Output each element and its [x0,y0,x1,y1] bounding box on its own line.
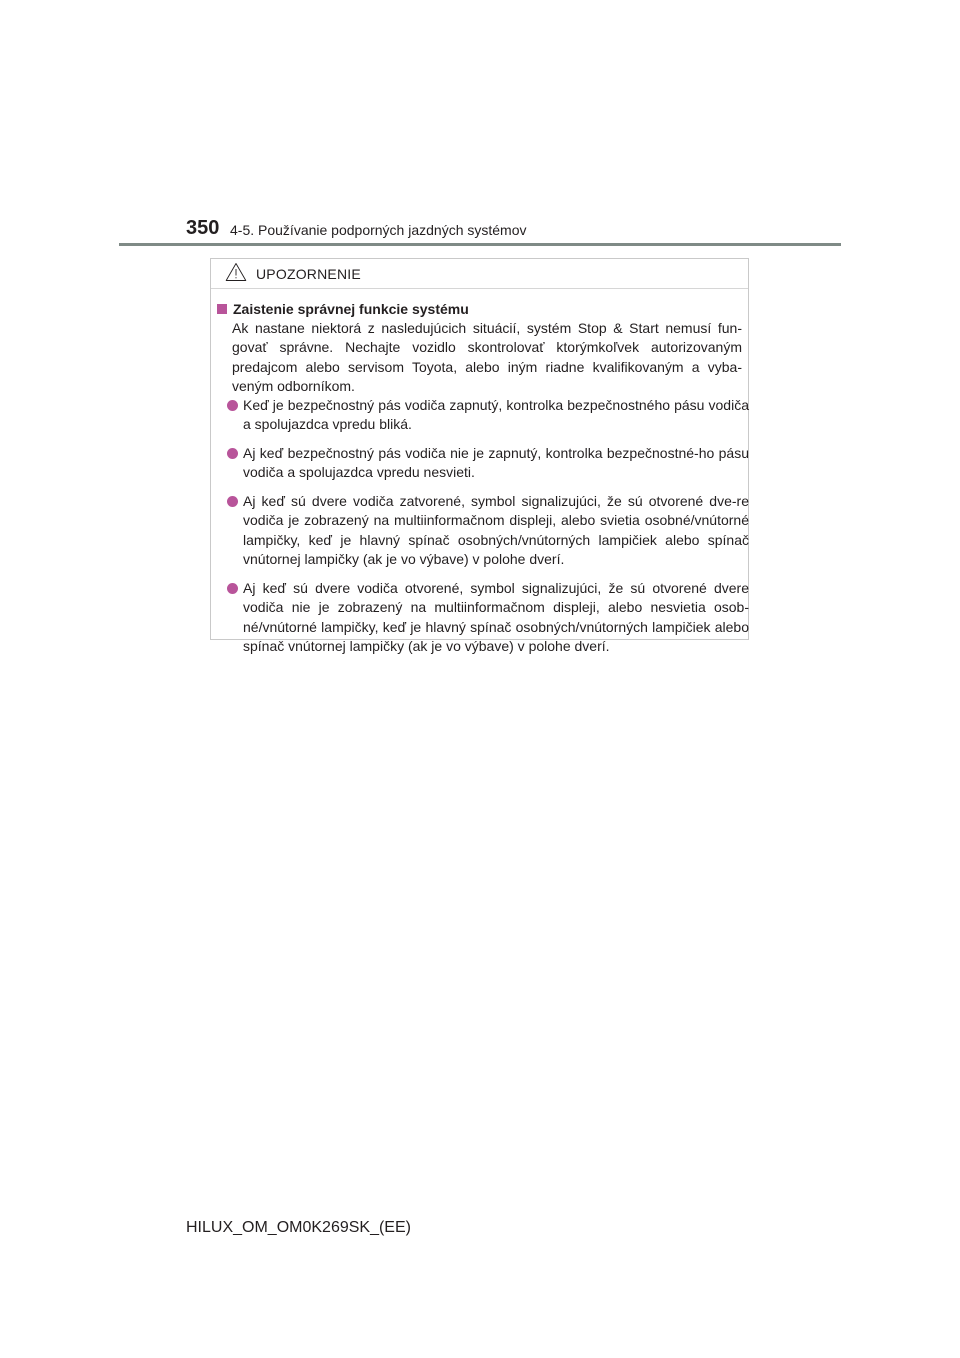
header-rule [119,243,841,246]
circle-bullet-icon [227,448,238,459]
circle-bullet-icon [227,496,238,507]
circle-bullet-icon [227,583,238,594]
warning-subheading [217,299,742,319]
list-item-text: Aj keď bezpečnostný pás vodiča nie je zapnutý, kontrolka bezpečnostné-ho pásu vodiča a spolujazdca vpredu nesvieti. [243,445,749,481]
warning-intro: Ak nastane niektorá z nasledujúcich situácií, systém Stop & Start nemusí fun-govať správne. Nechajte vozidlo skontrolovať ktorýmkoľvek autorizovaným predajcom alebo servisom Toyota, alebo iným riadne kvalifikovaným a vyba-veným odborníkom. [232,320,742,394]
warning-label: UPOZORNENIE [256,266,361,282]
footer-code: HILUX_OM_OM0K269SK_(EE) [186,1219,411,1236]
page-number: 350 [186,217,220,239]
warning-triangle-icon [225,262,247,282]
square-bullet-icon [217,304,227,314]
list-item-text: Aj keď sú dvere vodiča zatvorené, symbol signalizujúci, že sú otvorené dve-re vodiča je zobrazený na multiinformačnom displeji, alebo svietia osobné/vnútorné lampičky, keď je hlavný spínač osobných/vnútorných lampičiek alebo spínač vnútornej lampičky (ak je vo výbave) v polohe dverí. [243,493,749,567]
warning-header [211,259,748,289]
circle-bullet-icon [227,400,238,411]
section-title: 4-5. Používanie podporných jazdných systémov [230,222,527,238]
list-item-text: Keď je bezpečnostný pás vodiča zapnutý, kontrolka bezpečnostného pásu vodiča a spolujazdca vpredu bliká. [243,397,749,433]
warning-box [210,258,749,654]
warning-heading-text: Zaistenie správnej funkcie systému [233,301,469,317]
list-item-text: Aj keď sú dvere vodiča otvorené, symbol signalizujúci, že sú otvorené dvere vodiča nie je zobrazený na multiinformačnom displeji, alebo nesvietia osob-né/vnútorné lampičky, keď je hlavný spínač osobných/vnútorných lampičiek alebo spínač vnútornej lampičky (ak je vo výbave) v polohe dverí. [243,580,749,654]
